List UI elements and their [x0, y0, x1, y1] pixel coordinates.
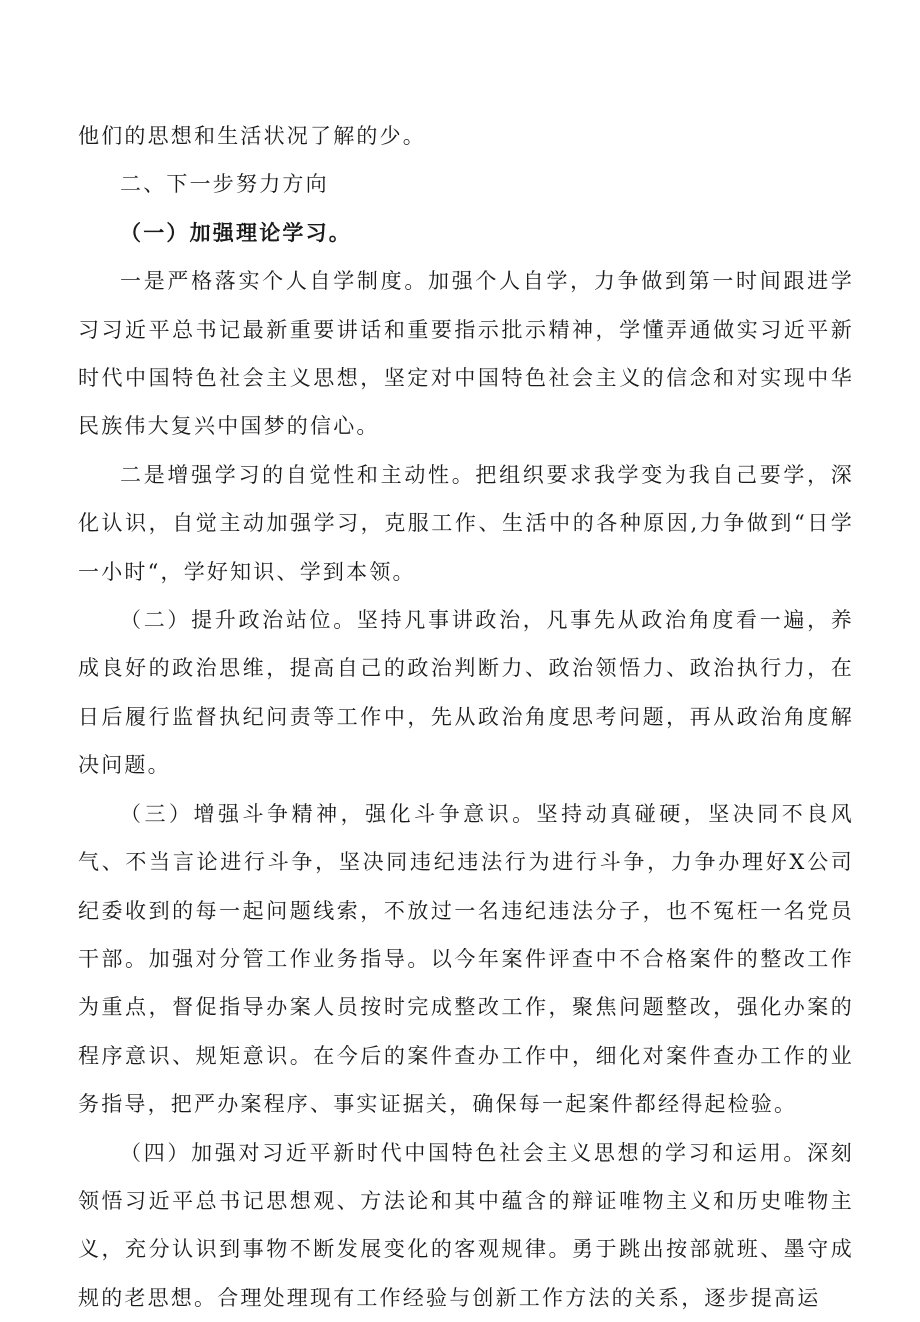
paragraph-self-study: 一是严格落实个人自学制度。加强个人自学，力争做到第一时间跟进学习习近平总书记最新重要讲话和重要指示批示精神，学懂弄通做实习近平新时代中国特色社会主义思想，坚定对中国特色社会主义的信念和对实现中华民族伟大复兴中国梦的信心。: [78, 269, 854, 439]
paragraph-political-stance: （二）提升政治站位。坚持凡事讲政治，凡事先从政治角度看一遍，养成良好的政治思维，提高自己的政治判断力、政治领悟力、政治执行力，在日后履行监督执纪问责等工作中，先从政治角度思考问题，再从政治角度解决问题。: [78, 608, 854, 778]
paragraph-continuation: 他们的思想和生活状况了解的少。: [78, 124, 426, 148]
paragraph-thought-application: （四）加强对习近平新时代中国特色社会主义思想的学习和运用。深刻领悟习近平总书记思想观、方法论和其中蕴含的辩证唯物主义和历史唯物主义，充分认识到事物不断发展变化的客观规律。勇于跳出按部就班、墨守成规的老思想。合理处理现有工作经验与创新工作方法的关系，逐步提高运: [78, 1140, 854, 1310]
document-page: [78, 112, 854, 1322]
section-heading: 二、下一步努力方向: [120, 172, 329, 197]
paragraph-initiative: 二是增强学习的自觉性和主动性。把组织要求我学变为我自己要学，深化认识，自觉主动加强学习，克服工作、生活中的各种原因,力争做到“日学一小时“，学好知识、学到本领。: [78, 462, 854, 584]
subsection-heading-1: （一）加强理论学习。: [120, 219, 352, 245]
paragraph-struggle-spirit: （三）增强斗争精神，强化斗争意识。坚持动真碰硬，坚决同不良风气、不当言论进行斗争，坚决同违纪违法行为进行斗争，力争办理好X公司纪委收到的每一起问题线索，不放过一名违纪违法分子，也不冤枉一名党员干部。加强对分管工作业务指导。以今年案件评查中不合格案件的整改工作为重点，督促指导办案人员按时完成整改工作，聚焦问题整改，强化办案的程序意识、规矩意识。在今后的案件查办工作中，细化对案件查办工作的业务指导，把严办案程序、事实证据关，确保每一起案件都经得起检验。: [78, 801, 854, 1117]
